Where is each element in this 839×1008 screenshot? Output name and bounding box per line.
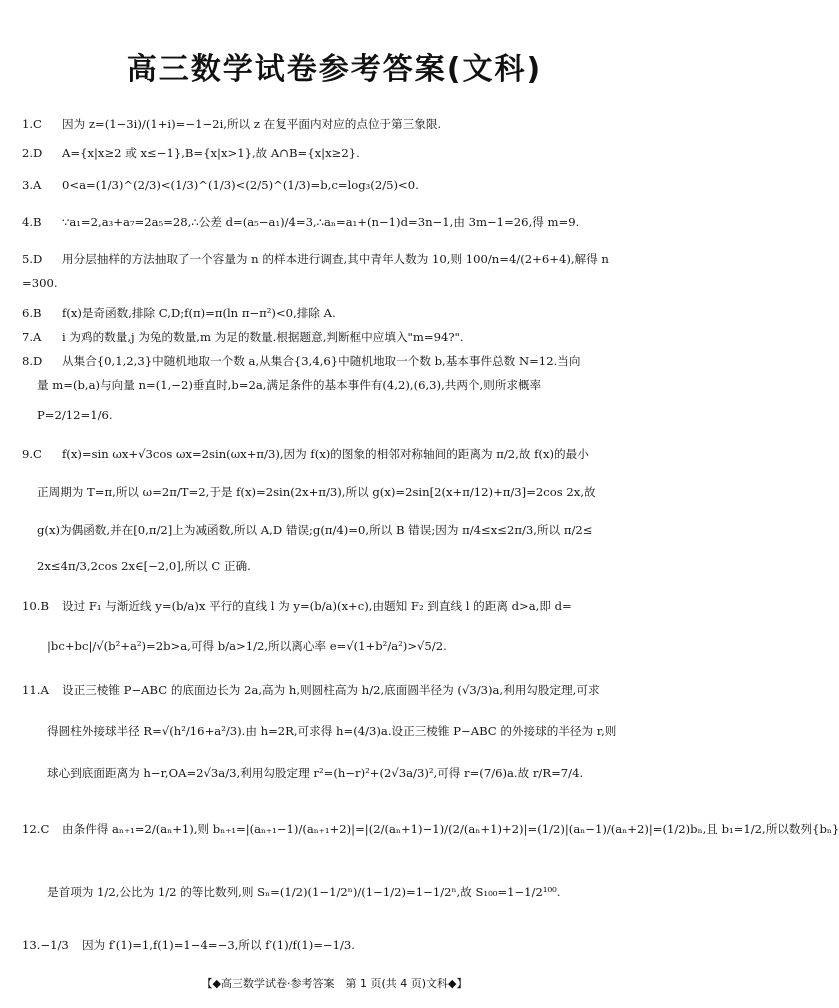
answer-number: 2.D [22, 146, 43, 160]
answer-text: f(x)=sin ωx+√3cos ωx=2sin(ωx+π/3),因为 f(x)的图象的相邻对称轴间的距离为 π/2,故 f(x)的最小 [62, 447, 589, 461]
answer-text-continuation: g(x)为偶函数,并在[0,π/2]上为减函数,所以 A,D 错误;g(π/4)=0,所以 B 错误;因为 π/4≤x≤2π/3,所以 π/2≤ [37, 523, 593, 537]
answer-text-continuation: 正周期为 T=π,所以 ω=2π/T=2,于是 f(x)=2sin(2x+π/3),所以 g(x)=2sin[2(x+π/12)+π/3]=2cos 2x,故 [37, 485, 596, 499]
answer-text: 从集合{0,1,2,3}中随机地取一个数 a,从集合{3,4,6}中随机地取一个数 b,基本事件总数 N=12.当向 [62, 354, 581, 368]
answer-text-continuation: |bc+bc|/√(b²+a²)=2b>a,可得 b/a>1/2,所以离心率 e=√(1+b²/a²)>√5/2. [47, 639, 447, 653]
answer-text-continuation: 得圆柱外接球半径 R=√(h²/16+a²/3).由 h=2R,可求得 h=(4/3)a.设正三棱锥 P−ABC 的外接球的半径为 r,则 [47, 724, 617, 738]
answer-number: 9.C [22, 447, 42, 461]
answer-text: 0<a=(1/3)^(2/3)<(1/3)^(1/3)<(2/5)^(1/3)=b,c=log₃(2/5)<0. [62, 178, 419, 192]
answer-number: 4.B [22, 215, 42, 229]
answer-number: 6.B [22, 306, 42, 320]
answer-item-11 [22, 681, 650, 699]
answer-number: 13.−1/3 [22, 938, 69, 952]
answer-text: 设正三棱锥 P−ABC 的底面边长为 2a,高为 h,则圆柱高为 h/2,底面圆半径为 (√3/3)a,利用勾股定理,可求 [62, 683, 600, 697]
answer-item-8 [22, 352, 650, 370]
answer-item-3 [22, 176, 650, 194]
answer-text-continuation: 量 m=(b,a)与向量 n=(1,−2)垂直时,b=2a,满足条件的基本事件有(4,2),(6,3),共两个,则所求概率 [37, 378, 542, 392]
answer-text: i 为鸡的数量,j 为兔的数量,m 为足的数量.根据题意,判断框中应填入"m=94?". [62, 330, 464, 344]
answer-item-9 [22, 445, 650, 463]
answer-item-7 [22, 328, 650, 346]
answer-item-10 [22, 597, 650, 615]
answer-number: 7.A [22, 330, 42, 344]
answer-item-1 [22, 115, 650, 133]
answer-text-continuation: P=2/12=1/6. [37, 408, 113, 422]
answer-number: 12.C [22, 822, 50, 836]
answer-number: 1.C [22, 117, 42, 131]
answer-text: 用分层抽样的方法抽取了一个容量为 n 的样本进行调查,其中青年人数为 10,则 100/n=4/(2+6+4),解得 n [62, 252, 609, 266]
answer-number: 8.D [22, 354, 43, 368]
page-title: 高三数学试卷参考答案(文科) [126, 52, 543, 87]
answer-text-continuation: 是首项为 1/2,公比为 1/2 的等比数列,则 Sₙ=(1/2)(1−1/2ⁿ)/(1−1/2)=1−1/2ⁿ,故 S₁₀₀=1−1/2¹⁰⁰. [47, 885, 561, 899]
answer-text-continuation: 2x≤4π/3,2cos 2x∈[−2,0],所以 C 正确. [37, 559, 251, 573]
answer-text: f(x)是奇函数,排除 C,D;f(π)=π(ln π−π²)<0,排除 A. [62, 306, 336, 320]
answer-number: 10.B [22, 599, 49, 613]
answer-item-6 [22, 304, 650, 322]
answer-text-continuation: =300. [22, 276, 58, 290]
answer-number: 5.D [22, 252, 43, 266]
answer-text: 由条件得 aₙ₊₁=2/(aₙ+1),则 bₙ₊₁=|(aₙ₊₁−1)/(aₙ₊₁+2)|=|(2/(aₙ+1)−1)/(2/(aₙ+1)+2)|=(1/2)|(aₙ−1)/(aₙ+2)|=(1/2)bₙ,且 b₁=1/2,所以数列{bₙ} [62, 822, 839, 836]
answer-number: 11.A [22, 683, 49, 697]
answer-item-4 [22, 213, 650, 231]
answer-text: 设过 F₁ 与渐近线 y=(b/a)x 平行的直线 l 为 y=(b/a)(x+c),由题知 F₂ 到直线 l 的距离 d>a,即 d= [62, 599, 572, 613]
answer-text: 因为 z=(1−3i)/(1+i)=−1−2i,所以 z 在复平面内对应的点位于第三象限. [62, 117, 442, 131]
answer-text: ∵a₁=2,a₃+a₇=2a₅=28,∴公差 d=(a₅−a₁)/4=3,∴aₙ=a₁+(n−1)d=3n−1,由 3m−1=26,得 m=9. [62, 215, 580, 229]
answer-text-continuation: 球心到底面距离为 h−r,OA=2√3a/3,利用勾股定理 r²=(h−r)²+(2√3a/3)²,可得 r=(7/6)a.故 r/R=7/4. [47, 766, 584, 780]
answer-item-2 [22, 144, 650, 162]
answer-number: 3.A [22, 178, 42, 192]
answer-text: 因为 f′(1)=1,f(1)=1−4=−3,所以 f′(1)/f(1)=−1/3. [82, 938, 355, 952]
answer-item-12 [22, 820, 839, 838]
page-footer: 【◆高三数学试卷·参考答案 第 1 页(共 4 页)文科◆】 [201, 977, 468, 990]
answer-item-13 [22, 936, 650, 954]
answer-item-5 [22, 250, 650, 268]
answer-text: A={x|x≥2 或 x≤−1},B={x|x>1},故 A∩B={x|x≥2}. [62, 146, 360, 160]
